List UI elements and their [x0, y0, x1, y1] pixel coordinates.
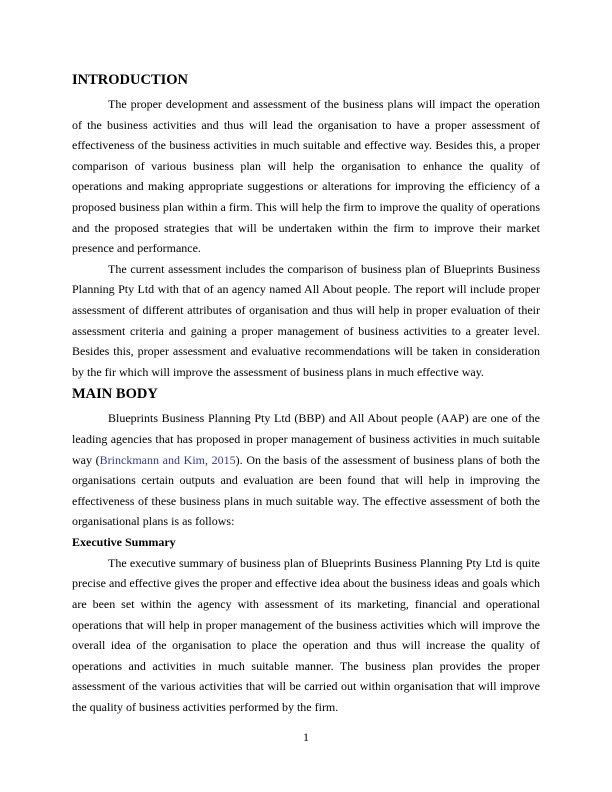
introduction-paragraph-2: The current assessment includes the comparison of business plan of Blueprints Business Planning Pty Ltd with that of an agency named All About people. The report will include proper assessment of different attributes of organisation and thus will help in proper evaluation of their assessment criteria and gaining a proper management of business activities to a greater level. Besides this, proper assessment and evaluative recommendations will be taken in consideration by the fir which will improve the assessment of business plans in much effective way.: [72, 261, 540, 379]
main-body-text-after-citation: ). On the basis of the assessment of business plans of both the organisations certain outputs and evaluation are been found that will help in improving the effectiveness of these business plans in much suitable way. The effective assessment of both the organisational plans is as follows:: [72, 452, 541, 529]
main-body-text-before-citation: Blueprints Business Planning Pty Ltd (BBP) and All About people (AAP) are one of the leading agencies that has proposed in proper management of business activities in much suitable way (: [72, 411, 540, 467]
introduction-heading: INTRODUCTION: [72, 72, 189, 88]
main-body-paragraph-1: [72, 408, 540, 532]
page-number: 1: [303, 730, 309, 744]
introduction-paragraph-1: The proper development and assessment of the business plans will impact the operation of the business activities and thus will lead the organisation to have a proper assessment of effectiveness of the business activities in much suitable and effective way. Besides this, a proper comparison of various business plan will help the organisation to enhance the quality of operations and making appropriate suggestions or alterations for improving the efficiency of a proposed business plan within a firm. This will help the firm to improve the quality of operations and the proposed strategies that will be undertaken within the firm to improve their market presence and performance.: [72, 97, 540, 256]
executive-summary-heading: Executive Summary: [72, 534, 176, 549]
main-body-heading: MAIN BODY: [72, 386, 158, 403]
executive-summary-paragraph-1: The executive summary of business plan of Blueprints Business Planning Pty Ltd is quite precise and effective gives the proper and effective idea about the business ideas and goals which are been set within the agency with assessment of its marketing, financial and operational operations that will help in proper management of the business activities which will improve the overall idea of the organisation to place the operation and thus will increase the quality of operations and activities in much suitable manner. The business plan provides the proper assessment of the various activities that will be carried out within organisation that will improve the quality of business activities performed by the firm.: [72, 555, 540, 715]
document-page: [72, 70, 540, 718]
citation: Brinckmann and Kim, 2015: [99, 452, 236, 467]
